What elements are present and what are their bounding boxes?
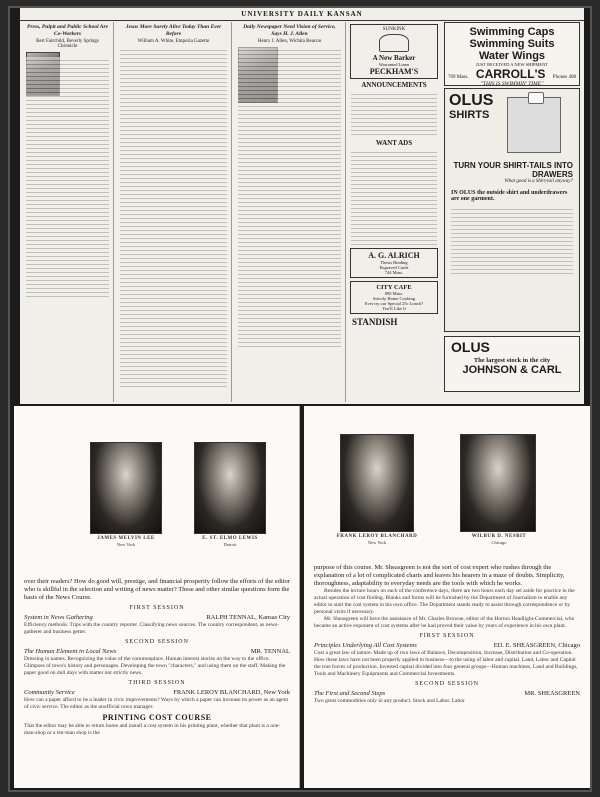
shirt-illustration-icon xyxy=(507,97,561,153)
olus-tagline: TURN YOUR SHIRT-TAILS INTO DRAWERS xyxy=(453,161,573,179)
alrich-name: A. G. ALRICH xyxy=(368,251,420,260)
course-heading: PRINTING COST COURSE xyxy=(102,713,212,722)
olus-name: OLUS xyxy=(449,92,494,109)
alrich-ad xyxy=(350,248,438,278)
barker-ad xyxy=(350,24,438,79)
portrait-photo xyxy=(90,442,162,534)
session-row xyxy=(24,689,290,697)
portrait-photo xyxy=(460,434,536,532)
carroll-ad xyxy=(444,22,580,86)
article-headline: Press, Pulpit and Public School Are Co-Workers xyxy=(26,24,109,37)
portrait-place: Chicago xyxy=(491,539,507,545)
paragraph: purpose of this course. Mr. Sheasgreen is not the sort of cost expert who rushes through the explanation of a lot of complicated charts and leaves his hearers in a maze of doubts. Simplicity, thoroughness, adaptability to everyday needs are the tools with which he works. xyxy=(314,564,565,587)
olus-fine-print xyxy=(451,206,573,276)
sunkink-label: SUNKINK xyxy=(382,27,406,32)
olus2-line: The largest stock in the city xyxy=(473,357,551,364)
city-cafe-line: You'll Like It xyxy=(382,306,406,311)
session-title: Principles Underlying All Cost Systems xyxy=(314,642,417,649)
session-speaker: MR. SHEASGREEN xyxy=(524,690,580,697)
session-row xyxy=(314,642,580,650)
want-ads-heading: WANT ADS xyxy=(375,139,413,147)
booklet-right-page xyxy=(304,406,590,788)
portrait-caption xyxy=(454,534,544,545)
olus2-store: JOHNSON & CARL xyxy=(462,364,562,376)
session-description: How can a paper afford to be a leader in civic improvements? Ways by which a paper can increase its power as an agent of civic service. The editor as the unofficial town manager. xyxy=(24,697,289,710)
alrich-line: Engraved Cards xyxy=(379,265,409,270)
carroll-line: Swimming Caps xyxy=(469,26,555,38)
portrait-name: JAMES MELVIN LEE xyxy=(97,536,155,541)
article-column-3 xyxy=(234,22,346,402)
alrich-address: 744 Mass. xyxy=(384,270,404,275)
want-ads-text xyxy=(351,149,437,245)
session-title: The Human Element in Local News xyxy=(24,648,117,655)
session-row xyxy=(314,690,580,698)
session-heading: SECOND SESSION xyxy=(415,681,479,687)
session-description: Cost a great law of nature. Made up of two laws of Balance, Decomposition, Increase, Distribution and Co-operation. How these laws have not been properly applied to business—to the using of labor and capital. Land, Labor and Capital the true forces of production. Invested capital divided into four general groups—Human machines, Land and Buildings, Tools and Machinery Equipments and Commercial Investments. xyxy=(314,650,578,677)
booklet-left-page xyxy=(14,406,300,788)
paragraph: That the editor may be able to return home and install a cost system in his printing plant, whether that plant is a one-man-shop or a ten-man shop is the xyxy=(24,723,280,736)
portrait-name: WILBUR D. NESBIT xyxy=(471,534,527,539)
portrait-name: FRANK LEROY BLANCHARD xyxy=(336,534,418,539)
article-byline: Henry J. Allen, Wichita Beacon xyxy=(257,39,322,45)
session-description: Dressing in names. Recognizing the value of the commonplace. Human interest stories on the way to the office. Glimpses of town's history and personages. Developing the town "characters," and using them on the staff. Making the paper good on dull days with matter not strictly news. xyxy=(24,656,286,676)
announcements-heading: ANNOUNCEMENTS xyxy=(361,81,427,89)
portrait-caption xyxy=(82,536,170,547)
carroll-line: Swimming Suits xyxy=(469,38,555,50)
left-page-text xyxy=(24,578,290,737)
article-text-block xyxy=(26,57,109,297)
portrait-photo xyxy=(194,442,266,534)
collar-icon xyxy=(379,34,409,52)
session-row xyxy=(24,648,290,656)
session-heading: FIRST SESSION xyxy=(419,633,475,639)
olus-shirt-ad xyxy=(444,88,580,332)
city-cafe-line: Ever try our Special 25c Lunch? xyxy=(364,301,424,306)
portrait-name: E. ST. ELMO LEWIS xyxy=(202,536,258,541)
article-byline: William A. White, Emporia Gazette xyxy=(137,39,210,45)
article-headline: Daily Newspaper Need Vision of Service, Says H. J. Allen xyxy=(243,24,336,37)
paragraph: Besides the lecture hours on each of the conference days, there are two hours each day set aside for practice in the actual operation of cost finding. Blanks and forms will be furnished by the Department of Journalism to enable any editor to start the cost system in his own office. The Department stands ready to assist through correspondence or by personal visits if necessary. xyxy=(314,588,575,615)
carroll-name: CARROLL'S xyxy=(475,67,546,81)
conference-booklet xyxy=(14,406,590,788)
portrait-caption xyxy=(186,536,274,547)
carroll-address: 709 Mass. xyxy=(448,75,469,80)
masthead: UNIVERSITY DAILY KANSAN xyxy=(20,10,584,21)
session-heading: SECOND SESSION xyxy=(125,639,189,645)
portrait-place: New York xyxy=(367,539,387,545)
newspaper-page xyxy=(20,8,584,404)
session-speaker: MR. TENNAL xyxy=(250,648,290,655)
session-row xyxy=(24,614,290,622)
session-speaker: FRANK LEROY BLANCHARD, New York xyxy=(173,689,290,696)
paragraph: over their readers? How do good will, prestige, and financial prosperity follow the efforts of the editor who is skillful in the selection and writing of news matter? These and other similar questions form the basis of the News Course. xyxy=(24,578,290,601)
portrait-photo xyxy=(340,434,414,532)
carroll-sub: JUST RECEIVED A NEW SHIPMENT xyxy=(475,62,549,67)
standish-label: STANDISH xyxy=(352,317,398,327)
portrait-caption xyxy=(332,534,422,545)
olus2-name: OLUS xyxy=(451,339,490,355)
session-title: System in News Gathering xyxy=(24,614,93,621)
paragraph: Mr. Sheasgreen will have the assistance of Mr. Charles Browne, editor of the Horton Headlight-Commercial, who became an active exponent of cost systems after he had proved their value by years of experience in his own plant. xyxy=(314,616,575,629)
session-heading: FIRST SESSION xyxy=(129,605,185,611)
session-description: Efficiency methods. Trips with the country reporter. Classifying news sources. The country correspondent, as news-gatherer and business getter. xyxy=(24,622,279,635)
city-cafe-address: 890 Mass. xyxy=(384,291,404,296)
barker-label: A New Barker xyxy=(372,54,416,62)
sidebar-column xyxy=(348,22,440,402)
city-cafe-name: CITY CAFE xyxy=(376,284,412,291)
session-title: The First and Second Steps xyxy=(314,690,386,697)
olus-store-ad xyxy=(444,336,580,392)
article-column-2 xyxy=(116,22,232,402)
session-heading: THIRD SESSION xyxy=(128,680,186,686)
right-page-text xyxy=(314,564,580,705)
article-byline: Bert Fairchild, Beverly Springs Chronicle xyxy=(36,39,99,50)
carroll-tagline: "THIS IS SWIMMIN' TIME" xyxy=(480,81,544,86)
olus-bottom-text: IN OLUS the outside shirt and underdrawers are one garment. xyxy=(451,190,568,202)
session-description: Two great commodities only in any product. Stock and Labor. Labor xyxy=(314,698,465,704)
olus-shirts: SHIRTS xyxy=(449,109,490,121)
carroll-line: Water Wings xyxy=(478,50,546,62)
announcements-text xyxy=(351,91,437,137)
olus-tagline-sub: What good is a Shirt-tail anyway? xyxy=(504,179,573,184)
portrait-place: New York xyxy=(116,541,136,547)
article-text-block xyxy=(238,47,341,347)
city-cafe-ad xyxy=(350,281,438,314)
session-title: Community Service xyxy=(24,689,75,696)
carroll-phone: Phones 408 xyxy=(552,75,576,80)
session-speaker: RALPH TENNAL, Kansas City xyxy=(206,614,290,621)
article-text-block xyxy=(120,47,227,387)
article-headline: Jesus More Surely Alive Today Than Ever Before xyxy=(125,24,222,37)
city-cafe-line: Strictly Home Cooking xyxy=(373,296,415,301)
alrich-line: Thesis Binding xyxy=(380,260,408,265)
session-speaker: ED. E. SHEASGREEN, Chicago xyxy=(493,642,580,649)
barker-sub: Warranted Linen xyxy=(378,62,410,67)
peckham-label: PECKHAM'S xyxy=(369,67,419,76)
portrait-place: Detroit xyxy=(223,541,237,547)
article-column-1 xyxy=(22,22,114,402)
